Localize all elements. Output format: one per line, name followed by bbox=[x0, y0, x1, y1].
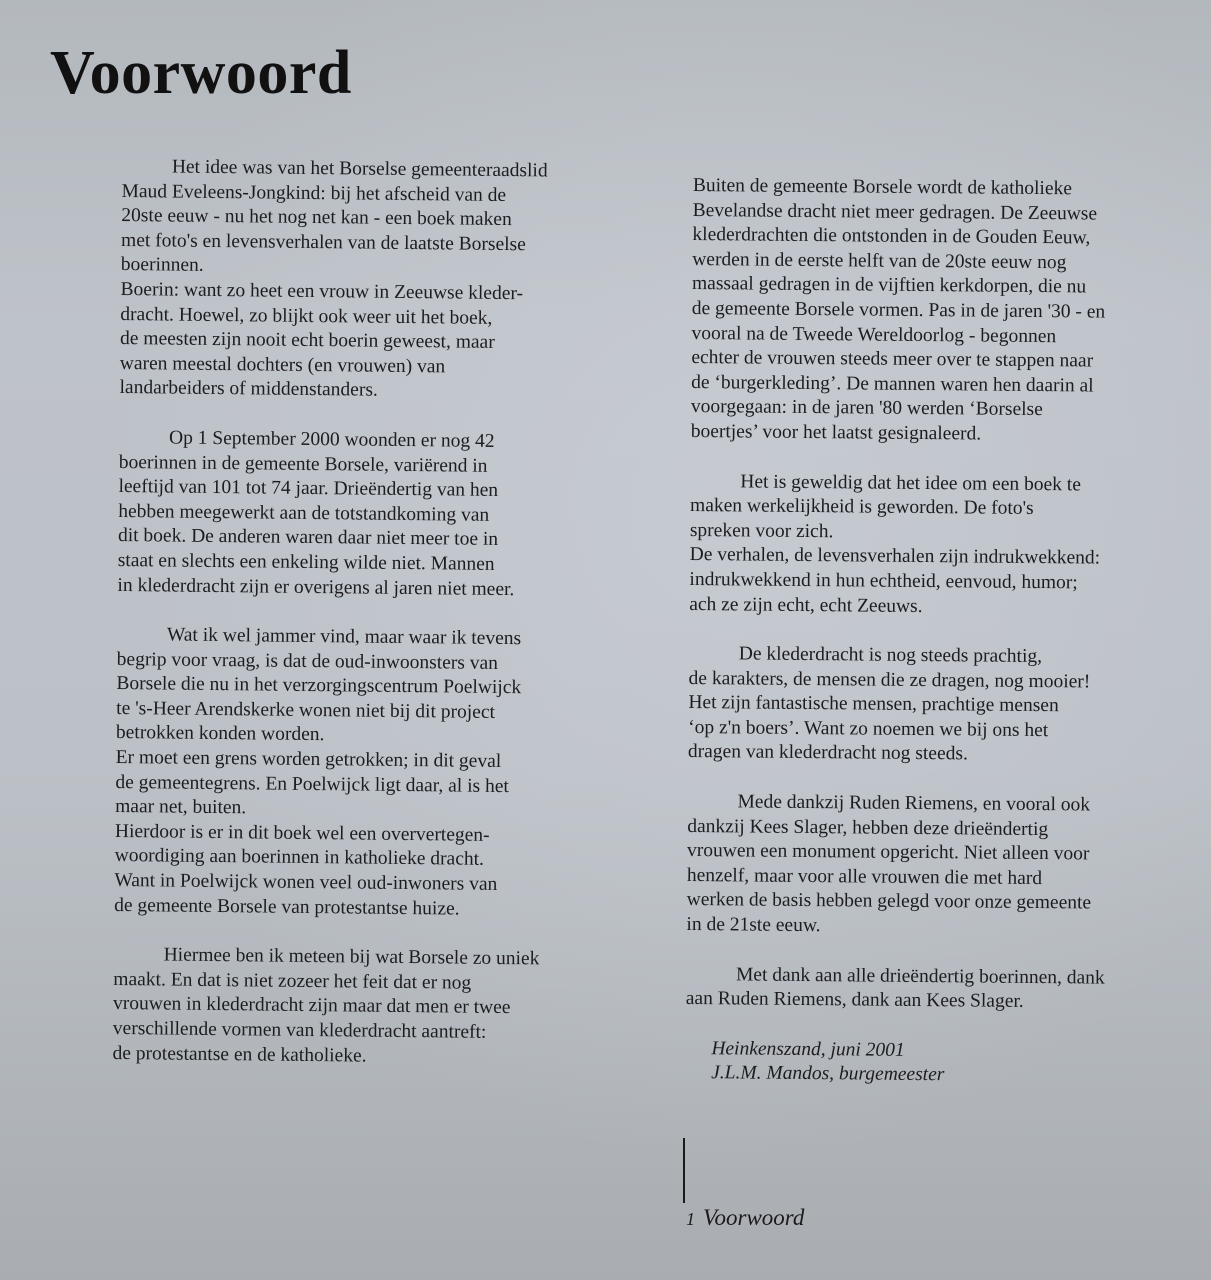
page-number: 1 bbox=[686, 1209, 695, 1229]
text-line: Buiten de gemeente Borsele wordt de katholieke bbox=[692, 174, 1073, 200]
paragraph-met-dank bbox=[686, 963, 1186, 1017]
text-line: echter de vrouwen steeds meer over te stappen naar bbox=[691, 347, 1094, 372]
right-column bbox=[685, 174, 1193, 1090]
paragraph-poelwijck bbox=[114, 623, 637, 924]
text-line: Er moet een grens worden getrokken; in dit geval bbox=[115, 747, 502, 773]
text-line: boerinnen. bbox=[120, 254, 204, 277]
text-line: Het idee was van het Borselse gemeenteraadslid bbox=[171, 156, 548, 182]
left-column bbox=[112, 155, 642, 1097]
text-line: dragen van klederdracht nog steeds. bbox=[687, 741, 968, 765]
text-line: woordiging aan boerinnen in katholieke dracht. bbox=[114, 845, 485, 871]
text-line: ‘op z'n boers’. Want zo noemen we bij ons het bbox=[688, 716, 1049, 741]
text-line: staat en slechts een enkeling wilde niet. Mannen bbox=[117, 549, 495, 575]
text-line: de protestantse en de katholieke. bbox=[112, 1042, 367, 1067]
signature-place-date: Heinkenszand, juni 2001 bbox=[711, 1038, 905, 1061]
text-line: spreken voor zich. bbox=[689, 519, 834, 542]
text-line: 20ste eeuw - nu het nog net kan - een boek maken bbox=[121, 205, 512, 231]
paragraph-dankzij bbox=[686, 790, 1187, 942]
text-line: klederdrachten die ontstonden in de Gouden Eeuw, bbox=[692, 224, 1091, 249]
text-line: de gemeente Borsele van protestantse huize. bbox=[114, 894, 460, 920]
text-line: Want in Poelwijck wonen veel oud-inwoners van bbox=[114, 869, 498, 896]
signature-author: J.L.M. Mandos, burgemeester bbox=[711, 1062, 945, 1086]
text-line: dit boek. De anderen waren daar niet meer toe in bbox=[117, 525, 499, 551]
text-line: maar net, buiten. bbox=[115, 796, 247, 819]
text-line: betrokken konden worden. bbox=[115, 722, 325, 746]
text-line: vrouwen een monument opgericht. Niet alleen voor bbox=[687, 840, 1090, 865]
text-line: De klederdracht is nog steeds prachtig, bbox=[738, 643, 1043, 668]
text-line: waren meestal dochters (en vrouwen) van bbox=[119, 352, 446, 378]
text-line: de meesten zijn nooit echt boerin geweest, maar bbox=[119, 328, 495, 354]
text-line: voorgegaan: in de jaren '80 werden ‘Borselse bbox=[690, 396, 1043, 421]
text-line: vooral na de Tweede Wereldoorlog - begonnen bbox=[691, 322, 1057, 347]
text-line: met foto's en levensverhalen van de laatste Borselse bbox=[120, 229, 526, 256]
text-line: Het zijn fantastische mensen, prachtige mensen bbox=[688, 692, 1059, 717]
text-line: aan Ruden Riemens, dank aan Kees Slager. bbox=[685, 988, 1024, 1013]
text-line: in klederdracht zijn er overigens al jaren niet meer. bbox=[117, 574, 515, 600]
text-line: Borsele die nu in het verzorgingscentrum Poelwijck bbox=[116, 673, 522, 699]
text-line: landarbeiders of middenstanders. bbox=[119, 377, 378, 402]
text-line: Bevelandse dracht niet meer gedragen. De Zeeuwse bbox=[692, 199, 1098, 225]
footer-divider bbox=[683, 1138, 685, 1203]
text-line: de karakters, de mensen die ze dragen, nog mooier! bbox=[688, 667, 1091, 693]
text-line: Boerin: want zo heet een vrouw in Zeeuwse kleder- bbox=[120, 278, 524, 305]
text-line: De verhalen, de levensverhalen zijn indrukwekkend: bbox=[689, 544, 1101, 569]
text-line: Hiermee ben ik meteen bij wat Borsele zo uniek bbox=[163, 944, 540, 970]
text-line: Het is geweldig dat het idee om een boek te bbox=[740, 470, 1081, 495]
text-line: maken werkelijkheid is geworden. De foto's bbox=[690, 495, 1034, 520]
text-line: massaal gedragen in de vijftien kerkdorpen, die nu bbox=[691, 273, 1087, 298]
text-line: leeftijd van 101 tot 74 jaar. Drieëndertig van hen bbox=[118, 476, 499, 502]
text-line: werken de basis hebben gelegd voor onze gemeente bbox=[686, 889, 1092, 914]
text-line: dankzij Kees Slager, hebben deze drieëndertig bbox=[687, 815, 1049, 840]
section-label: Voorwoord bbox=[703, 1205, 805, 1230]
paragraph-unique bbox=[112, 943, 633, 1071]
text-line: boerinnen in de gemeente Borsele, variërend in bbox=[118, 451, 488, 477]
text-line: maakt. En dat is niet zozeer het feit dat er nog bbox=[113, 968, 472, 994]
running-footer bbox=[686, 1205, 804, 1231]
text-line: de gemeentegrens. En Poelwijck ligt daar, al is het bbox=[115, 771, 509, 797]
text-line: henzelf, maar voor alle vrouwen die met hard bbox=[686, 864, 1043, 889]
signature-block bbox=[685, 1037, 1185, 1091]
text-line: vrouwen in klederdracht zijn maar dat men er twee bbox=[113, 993, 511, 1019]
paragraph-prachtig bbox=[688, 642, 1189, 769]
text-line: dracht. Hoewel, zo blijkt ook weer uit het boek, bbox=[120, 303, 493, 329]
text-line: de ‘burgerkleding’. De mannen waren hen daarin al bbox=[691, 371, 1094, 397]
text-line: werden in de eerste helft van de 20ste eeuw nog bbox=[692, 248, 1067, 274]
text-line: Hierdoor is er in dit boek wel een oververtegen- bbox=[114, 820, 490, 846]
paragraph-geweldig bbox=[689, 470, 1190, 622]
paragraph-idea bbox=[119, 155, 642, 406]
text-line: Op 1 September 2000 woonden er nog 42 bbox=[168, 427, 495, 452]
text-line: Mede dankzij Ruden Riemens, en vooral ook bbox=[737, 791, 1091, 816]
text-line: Maud Eveleens-Jongkind: bij het afscheid van de bbox=[121, 180, 507, 206]
text-line: Wat ik wel jammer vind, maar waar ik tevens bbox=[166, 624, 522, 650]
text-line: te 's-Heer Arendskerke wonen niet bij dit project bbox=[116, 697, 496, 723]
page-title: Voorwoord bbox=[50, 39, 352, 107]
text-line: Met dank aan alle drieëndertig boerinnen, dank bbox=[735, 964, 1105, 989]
text-line: hebben meegewerkt aan de totstandkoming van bbox=[118, 500, 490, 526]
text-line: indrukwekkend in hun echtheid, eenvoud, humor; bbox=[689, 568, 1078, 594]
text-line: in de 21ste eeuw. bbox=[686, 914, 821, 937]
text-line: boertjes’ voor het laatst gesignaleerd. bbox=[690, 420, 982, 445]
paragraph-bevelandse-dracht bbox=[691, 174, 1193, 449]
text-line: de gemeente Borsele vormen. Pas in de jaren '30 - en bbox=[691, 297, 1106, 323]
paragraph-september-2000 bbox=[117, 426, 639, 604]
text-line: begrip voor vraag, is dat de oud-inwoonsters van bbox=[116, 648, 499, 674]
text-line: verschillende vormen van klederdracht aantreft: bbox=[112, 1017, 487, 1043]
text-line: ach ze zijn echt, echt Zeeuws. bbox=[689, 593, 923, 617]
